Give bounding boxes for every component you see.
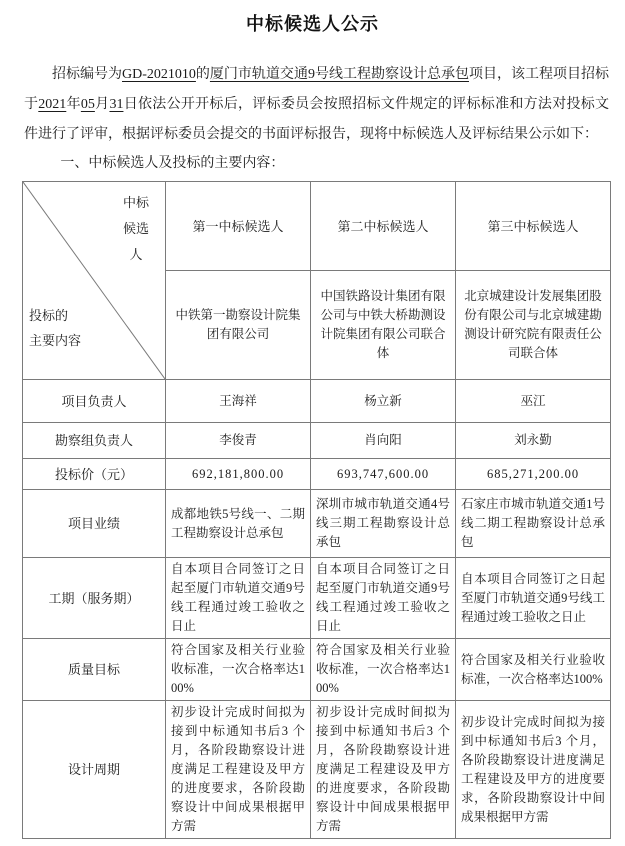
cell-value: 成都地铁5号线一、二期工程勘察设计总承包: [166, 490, 311, 558]
intro-segment: 项目，该工程项目招标于: [24, 67, 610, 112]
intro-project-name: 厦门市轨道交通9号线工程勘察设计总承包: [209, 67, 469, 82]
header-third-candidate: 第三中标候选人: [456, 182, 611, 271]
intro-year: 2021: [38, 97, 67, 112]
cell-value: 自本项目合同签订之日起至厦门市轨道交通9号线工程通过竣工验收之日止: [456, 558, 611, 639]
cell-value: 李俊青: [166, 423, 311, 459]
company-name: 北京城建设计发展集团股份有限公司与北京城建勘测设计研究院有限责任公司联合体: [456, 271, 611, 380]
intro-segment: 日依法公开开标后，评标委员会按照招标文件规定的评标标准和方法对投标文件进行了评审，根据评标委员会提交的书面评标报告，现将中标候选人及评标结果公示如下：: [24, 97, 610, 142]
intro-segment: 招标编号为: [52, 67, 123, 82]
cell-value: 巫江: [456, 380, 611, 423]
header-first-candidate: 第一中标候选人: [166, 182, 311, 271]
cell-value: 自本项目合同签订之日起至厦门市轨道交通9号线工程通过竣工验收之日止: [311, 558, 456, 639]
cell-value-price: 692,181,800.00: [166, 459, 311, 490]
cell-value: 杨立新: [311, 380, 456, 423]
intro-segment: 月: [94, 97, 110, 112]
cell-value: 符合国家及相关行业验收标准，一次合格率达100%: [166, 639, 311, 701]
cell-value: 符合国家及相关行业验收标准，一次合格率达100%: [456, 639, 611, 701]
cell-value: 深圳市城市轨道交通4号线三期工程勘察设计总承包: [311, 490, 456, 558]
page-title: 中标候选人公示: [246, 14, 379, 34]
row-label: 投标价（元）: [23, 459, 166, 490]
corner-header-cell: [23, 182, 166, 380]
table-row-design-cycle: [23, 701, 611, 839]
row-label: 项目业绩: [23, 490, 166, 558]
row-label: 勘察组负责人: [23, 423, 166, 459]
table-row-project-record: [23, 490, 611, 558]
company-name: 中铁第一勘察设计院集团有限公司: [166, 271, 311, 380]
intro-segment: 的: [195, 67, 210, 82]
cell-value-price: 685,271,200.00: [456, 459, 611, 490]
intro-segment: 年: [66, 97, 81, 112]
intro-bid-number: GD-2021010: [122, 67, 196, 82]
table-row-quality-target: [23, 639, 611, 701]
cell-value: 初步设计完成时间拟为接到中标通知书后3 个月，各阶段勘察设计进度满足工程建设及甲方的进度要求，各阶段勘察设计中间成果根据甲方需: [311, 701, 456, 839]
cell-value: 王海祥: [166, 380, 311, 423]
corner-label-bid-content: 投标的 主要内容: [29, 308, 82, 348]
corner-label-candidates: 中标 候选 人: [122, 195, 149, 262]
table-row-bid-price: [23, 459, 611, 490]
candidates-table: [22, 181, 611, 839]
section-heading-candidates: 一、中标候选人及投标的主要内容：: [60, 156, 285, 171]
cell-value: 刘永勤: [456, 423, 611, 459]
cell-value: 肖向阳: [311, 423, 456, 459]
cell-value: 初步设计完成时间拟为接到中标通知书后3 个月，各阶段勘察设计进度满足工程建设及甲方的进度要求，各阶段勘察设计中间成果根据甲方需: [456, 701, 611, 839]
row-label: 设计周期: [23, 701, 166, 839]
intro-day: 31: [109, 97, 124, 112]
table-row-service-period: [23, 558, 611, 639]
header-second-candidate: 第二中标候选人: [311, 182, 456, 271]
intro-month: 05: [80, 97, 95, 112]
row-label: 工期（服务期）: [23, 558, 166, 639]
intro-paragraph: [24, 60, 609, 150]
table-row-project-manager: [23, 380, 611, 423]
cell-value-price: 693,747,600.00: [311, 459, 456, 490]
cell-value: 石家庄市城市轨道交通1号线二期工程勘察设计总承包: [456, 490, 611, 558]
cell-value: 符合国家及相关行业验收标准，一次合格率达100%: [311, 639, 456, 701]
cell-value: 自本项目合同签订之日起至厦门市轨道交通9号线工程通过竣工验收之日止: [166, 558, 311, 639]
table-row-survey-leader: [23, 423, 611, 459]
row-label: 质量目标: [23, 639, 166, 701]
cell-value: 初步设计完成时间拟为接到中标通知书后3 个月，各阶段勘察设计进度满足工程建设及甲方的进度要求，各阶段勘察设计中间成果根据甲方需: [166, 701, 311, 839]
table-header-row: [23, 182, 611, 271]
row-label: 项目负责人: [23, 380, 166, 423]
company-name: 中国铁路设计集团有限公司与中铁大桥勘测设计院集团有限公司联合体: [311, 271, 456, 380]
